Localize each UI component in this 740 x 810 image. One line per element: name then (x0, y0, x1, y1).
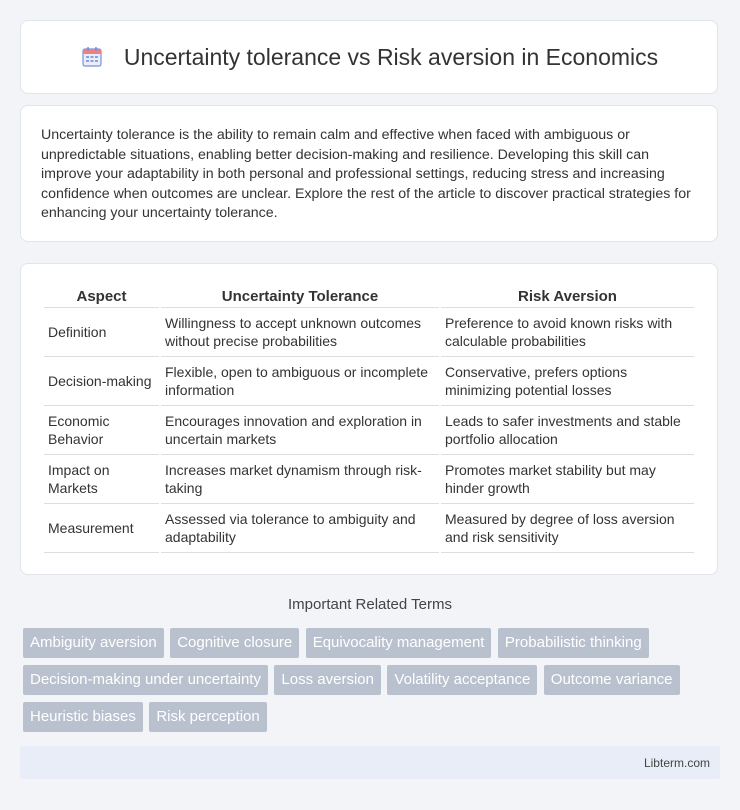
related-terms-title: Important Related Terms (288, 596, 452, 613)
comparison-table-card (20, 263, 718, 575)
tag-equivocality-management[interactable]: Equivocality management (306, 628, 492, 658)
cell-uncertainty-tolerance: Willingness to accept unknown outcomes without precise probabilities (161, 308, 439, 357)
table-row (44, 406, 694, 455)
tag-decision-making-under-uncertainty[interactable]: Decision-making under uncertainty (23, 665, 268, 695)
tag-volatility-acceptance[interactable]: Volatility acceptance (387, 665, 537, 695)
cell-aspect: Definition (44, 308, 159, 357)
comparison-table (42, 284, 696, 553)
cell-uncertainty-tolerance: Encourages innovation and exploration in uncertain markets (161, 406, 439, 455)
calendar-icon (80, 45, 104, 69)
cell-risk-aversion: Measured by degree of loss aversion and risk sensitivity (441, 504, 694, 553)
cell-uncertainty-tolerance: Assessed via tolerance to ambiguity and adaptability (161, 504, 439, 553)
cell-aspect: Economic Behavior (44, 406, 159, 455)
tag-ambiguity-aversion[interactable]: Ambiguity aversion (23, 628, 164, 658)
cell-aspect: Measurement (44, 504, 159, 553)
header-aspect: Aspect (44, 284, 159, 308)
page-title: Uncertainty tolerance vs Risk aversion in Economics (123, 43, 659, 70)
table-header-row (44, 284, 694, 308)
tag-heuristic-biases[interactable]: Heuristic biases (23, 702, 143, 732)
cell-aspect: Decision-making (44, 357, 159, 406)
table-row (44, 455, 694, 504)
table-row (44, 308, 694, 357)
tag-cognitive-closure[interactable]: Cognitive closure (170, 628, 299, 658)
related-terms-list (23, 628, 723, 739)
footer-site-link[interactable]: Libterm.com (643, 756, 710, 770)
table-row (44, 504, 694, 553)
tag-outcome-variance[interactable]: Outcome variance (544, 665, 680, 695)
cell-uncertainty-tolerance: Flexible, open to ambiguous or incomplete information (161, 357, 439, 406)
intro-card (20, 105, 718, 242)
tag-risk-perception[interactable]: Risk perception (149, 702, 266, 732)
cell-uncertainty-tolerance: Increases market dynamism through risk-taking (161, 455, 439, 504)
title-card (20, 20, 718, 94)
header-uncertainty-tolerance: Uncertainty Tolerance (161, 284, 439, 308)
cell-risk-aversion: Promotes market stability but may hinder growth (441, 455, 694, 504)
cell-aspect: Impact on Markets (44, 455, 159, 504)
cell-risk-aversion: Preference to avoid known risks with calculable probabilities (441, 308, 694, 357)
cell-risk-aversion: Leads to safer investments and stable portfolio allocation (441, 406, 694, 455)
cell-risk-aversion: Conservative, prefers options minimizing potential losses (441, 357, 694, 406)
table-row (44, 357, 694, 406)
tag-loss-aversion[interactable]: Loss aversion (274, 665, 381, 695)
intro-text: Uncertainty tolerance is the ability to remain calm and effective when faced with ambiguous or unpredictable situations, enabling better decision-making and resilience. Developing this skill can improve your adaptability in both personal and professional settings, reducing stress and increasing confidence when outcomes are unclear. Explore the rest of the article to discover practical strategies for enhancing your uncertainty tolerance. (41, 127, 691, 222)
tag-probabilistic-thinking[interactable]: Probabilistic thinking (498, 628, 649, 658)
header-risk-aversion: Risk Aversion (441, 284, 694, 308)
footer (20, 746, 720, 779)
